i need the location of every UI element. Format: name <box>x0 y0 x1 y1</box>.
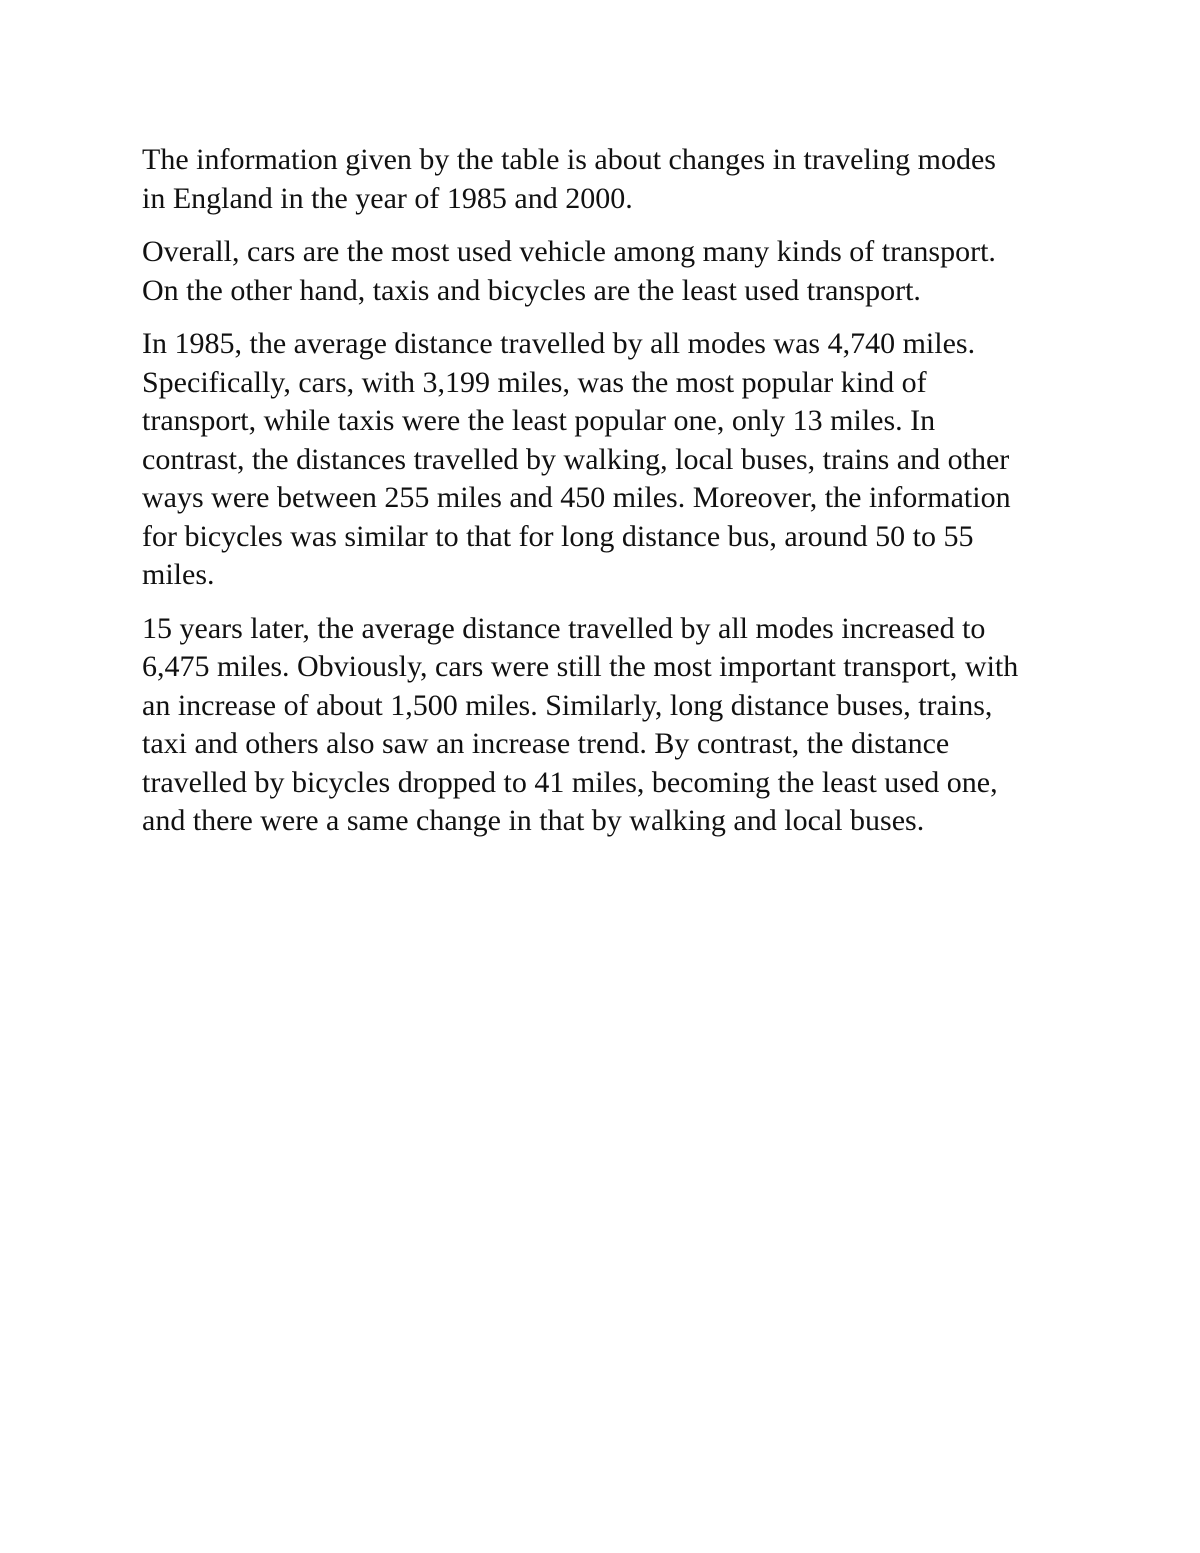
text-line: contrast, the distances travelled by walking, local buses, trains and other <box>142 442 1010 476</box>
text-line: ways were between 255 miles and 450 miles. Moreover, the information <box>142 481 1011 514</box>
paragraph-intro <box>142 141 1072 218</box>
paragraph-1985 <box>142 325 1072 595</box>
text-line: transport, while taxis were the least popular one, only 13 miles. In <box>142 404 936 437</box>
text-line: miles. <box>142 558 215 591</box>
text-line: Overall, cars are the most used vehicle among many kinds of transport. <box>142 235 996 268</box>
text-line: in England in the year of 1985 and 2000. <box>142 181 633 215</box>
text-line: an increase of about 1,500 miles. Similarly, long distance buses, trains, <box>142 688 993 722</box>
text-line: The information given by the table is about changes in traveling modes <box>142 143 996 176</box>
text-line: Specifically, cars, with 3,199 miles, was the most popular kind of <box>142 365 927 399</box>
text-line: and there were a same change in that by walking and local buses. <box>142 804 925 837</box>
text-line: travelled by bicycles dropped to 41 miles, becoming the least used one, <box>142 765 998 799</box>
text-line: 6,475 miles. Obviously, cars were still the most important transport, with <box>142 650 1019 683</box>
text-line: In 1985, the average distance travelled by all modes was 4,740 miles. <box>142 327 976 360</box>
text-line: On the other hand, taxis and bicycles are the least used transport. <box>142 273 921 307</box>
document-body <box>142 141 1072 856</box>
text-line: for bicycles was similar to that for long distance bus, around 50 to 55 <box>142 519 974 553</box>
paragraph-2000 <box>142 610 1072 841</box>
paragraph-overview <box>142 233 1072 310</box>
text-line: 15 years later, the average distance travelled by all modes increased to <box>142 611 986 645</box>
text-line: taxi and others also saw an increase trend. By contrast, the distance <box>142 727 950 760</box>
